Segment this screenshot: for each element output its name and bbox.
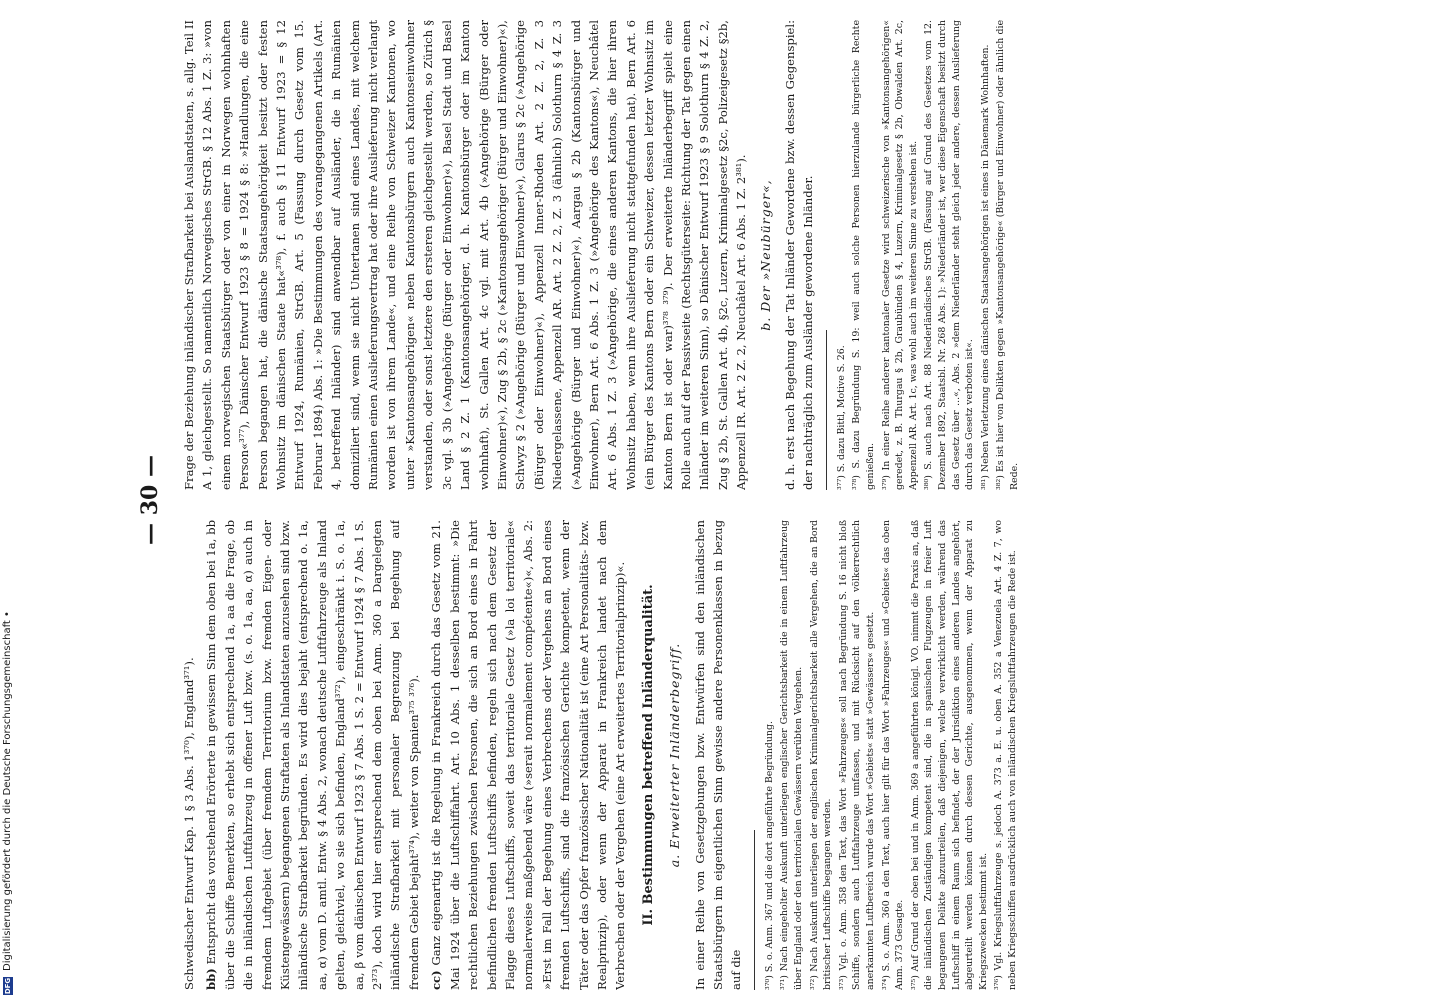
footnote: ³⁷⁰) S. o. Anm. 367 und die dort angeführte Begründung. <box>763 721 775 990</box>
footnote: ³⁷⁴) S. o. Anm. 360 a den Text, auch hier gilt für das Wort »Fahrzeuges« und »Gebiets« das oben Anm. 373 Gesagte. <box>880 520 906 990</box>
item-cc-label: cc) <box>429 970 444 990</box>
footnote: ³⁷⁵) Auf Grund der oben bei und in Anm. 369 a angeführten königl. VO. nimmt die Praxis an, daß die inländischen Zuständigen kompetent sind, die in spanischen Flugzeugen in freier Luft begangenen Delikte abzuurteilen, daß diejenigen, welche verwirklicht werden, während das Luftschiff in einem Raum sich befindet, der der Jurisdiktion eines anderen Landes angehört, abgeurteilt werden können durch dessen Gerichte, ausgenommen, wenn der Apparat zu Kriegszwecken bestimmt ist. <box>909 520 989 990</box>
footnote: ³⁷³) Vgl. o. Anm. 358 den Text, das Wort »Fahrzeuges« soll nach Begründung S. 16 nicht bloß Schiffe, sondern auch Luftfahrzeuge umfassen, und mit Rücksicht auf den völkerrechtlich anerkannten Luftbereich wurde das Wort »Gebiets« statt »Gewässers« gesetzt. <box>837 520 876 990</box>
item-bb <box>202 520 423 990</box>
paragraph-a: In einer Reihe von Gesetzgebungen bzw. Entwürfen sind den inländischen Staatsbürgern im eigentlichen Sinn gewisse andere Personenklassen in bezug auf die <box>692 520 744 990</box>
footnote: ³⁸⁰) S. auch nach Art. 88 Niederländisches StrGB. (Fassung auf Grund des Gesetzes vom 12. Dezember 1892, Staatsbl. Nr. 268 Abs. 1): »Niederländer ist, wer diese Eigenschaft besitzt durch das Gesetz über ...«, Abs. 2 »dem Niederländer steht gleich jeder andere, dessen Auslieferung durch das Gesetz verboten ist«. <box>923 20 976 490</box>
footnote: ³⁷⁸) S. dazu Begründung S. 19: weil auch solche Personen hierzulande bürgerliche Rechte genießen. <box>851 20 876 490</box>
footnote: ³⁷¹) Nach eingeholter Auskunft unterliegen englischer Gerichtsbarkeit die in einem Luftfahrzeug über England oder den territorialen Gewässern verübten Vergehen. <box>779 520 804 990</box>
footnote: ³⁷⁶) Vgl. Kriegsluftfahrzeuge s. jedoch A. 373 a. E. u. oben A. 352 a Venezuela Art. 4 Z. 7, wo neben Kriegsschiffen ausdrücklich auch von inländischen Kriegsluftfahrzeugen die Rede ist. <box>993 520 1018 990</box>
right-column <box>180 20 1300 490</box>
footnote: ³⁷²) Nach Auskunft unterliegen der englischen Kriminalgerichtsbarkeit alle Vergehen, die an Bord britischer Luftschiffe begangen werden. <box>808 520 834 990</box>
section-heading-II: II. Bestimmungen betreffend Inländerqualität. <box>640 584 656 926</box>
footnote-divider <box>754 830 755 990</box>
dfg-note-text: Digitalisierung gefördert durch die Deutsche Forschungsgemeinschaft • <box>2 611 13 971</box>
item-bb-text: Entspricht das vorstehend Erörterte in gewissem Sinn dem oben bei 1a, bb über die Schiffe Bemerkten, so erhebt sich entsprechend 1a, aa die Frage, ob die in inländischen Luftfahrzeug in offener Luft bzw. (s. o. 1a, aa, α) auch in fremdem Luftgebiet (über fremdem Territorium bzw. fremden Eigen- oder Küstengewässern) begangenen Straftaten als Inlandstaten anzusehen sind bzw. inländische Strafbarkeit begründen. Es wird dies bejaht (entsprechend o. 1a, aa, α) vom D. amtl. Entw. § 4 Abs. 2, wonach deutsche Luftfahrzeuge als Inland gelten, gleichviel, wo sie sich befinden, England³⁷²), eingeschränkt i. S. o. 1a, aa, β vom dänischen Entwurf 1923 § 7 Abs. 1 S. 2 = Entwurf 1924 § 7 Abs. 1 S. 2³⁷³), doch wird hier entsprechend dem oben bei Anm. 360 a Dargelegten inländische Strafbarkeit mit personaler Begrenzung bei Begehung auf fremdem Gebiet bejaht³⁷⁴), weiter von Spanien³⁷⁵ ³⁷⁶). <box>204 520 421 990</box>
footnote: ³⁸¹) Neben Verletzung eines dänischen Staatsangehörigen ist eines in Dänemark Wohnhaften. <box>979 44 991 490</box>
subheading-b: b. Der »Neubürger«, <box>757 179 773 331</box>
footnote: ³⁸²) Es ist hier von Delikten gegen »Kantonsangehörige« (Bürger und Einwohner) oder ähnlich die Rede. <box>995 20 1020 490</box>
dfg-logo: DFG <box>4 977 12 995</box>
paragraph-inlander: Frage der Beziehung inländischer Strafbarkeit bei Auslandstaten, s. allg. Teil II A 1, gleichgestellt. So namentlich Norwegisches StrGB. § 12 Abs. 1 Z. 3: »von einem norwegischen Staatsbürger oder von einer in Norwegen wohnhaften Person«³⁷⁷), Dänischer Entwurf 1923 § 8 = 1924 § 8: »Handlungen, die eine Person begangen hat, die dänische Staatsangehörigkeit besitzt oder festen Wohnsitz im dänischen Staate hat«³⁷⁸), f. auch § 11 Entwurf 1923 = § 12 Entwurf 1924, Rumänien, StrGB. Art. 5 (Fassung durch Gesetz vom 15. Februar 1894) Abs. 1: »Die Bestimmungen des vorangegangenen Artikels (Art. 4, betreffend Inländer) sind anwendbar auf Ausländer, die in Rumänien domiziliert sind, wenn sie nicht Untertanen sind eines Landes, mit welchem Rumänien einen Auslieferungsvertrag hat oder ihre Auslieferung nicht verlangt worden ist von ihrem Lande«, und eine Reihe von Schweizer Kantonen, wo unter »Kantonsangehörigen« neben Kantonsbürgern auch Kantonseinwohner verstanden, oder sonst letztere den ersteren gleichgestellt werden, so Zürich § 3c vgl. § 3b (»Angehörige (Bürger oder Einwohner)«), Basel Stadt und Basel Land § 2 Z. 1 (Kantonsangehöriger, d. h. Kantonsbürger oder im Kanton wohnhaft), St. Gallen Art. 4c vgl. mit Art. 4b (»Angehörige (Bürger oder Einwohner)«), Zug § 2b, § 2c (»Kantonsangehöriger (Bürger und Einwohner)«), Schwyz § 2 (»Angehörige (Bürger und Einwohner)«), Glarus § 2c (»Angehörige (Bürger oder Einwohner)«), Appenzell Inner-Rhoden Art. 2 Z. 2, Z. 3 Niedergelassene, Appenzell AR. Art. 2 Z. 2, Z. 3 (ähnlich) Solothurn § 4 Z. 3 (»Angehörige (Bürger und Einwohner)«), Aargau § 2b (Kantonsbürger und Einwohner), Bern Art. 6 Abs. 1 Z. 3 (»Angehörige des Kantons«), Neuchâtel Art. 6 Abs. 1 Z. 3 (»Angehörige, die eines anderen Kantons, die hier ihren Wohnsitz haben, wenn ihre Auslieferung nicht stattgefunden hat). Bern Art. 6 (ein Bürger des Kantons Bern oder ein Schweizer, dessen letzter Wohnsitz im Kanton Bern ist oder war)³⁷⁸ ³⁷⁹). Der erweiterte Inländerbegriff spielt eine Rolle auch auf der Passivseite (Rechtsgüterseite: Richtung der Tat gegen einen Inländer im weiteren Sinn), so Dänischer Entwurf 1923 § 9 Solothurn § 4 Z. 2, Zug § 2b, St. Gallen Art. 4b, §2c, Luzern, Kriminalgesetz §2c, Polizeigesetz §2b, Appenzell IR. Art. 2 Z. 2, Neuchâtel Art. 6 Abs. 1 Z. 2³⁸¹). <box>182 20 749 490</box>
page-number: — 30 — <box>137 455 163 545</box>
left-column <box>180 520 1300 990</box>
item-bb-label: bb) <box>204 968 219 990</box>
item-cc <box>427 520 629 990</box>
footnote: ³⁷⁹) In einer Reihe anderer kantonaler Gesetze wird schweizerische von »Kantonsangehörigen« geredet, z. B. Thurgau § 2b, Graubünden § 4, Luzern, Kriminalgesetz § 2b, Obwalden Art. 2c, Appenzell AR. Art. 1c, was wohl auch im weiteren Sinne zu verstehen ist. <box>880 20 919 490</box>
dfg-digitization-note <box>0 0 16 1000</box>
subheading-a: a. Erweiterter Inländerbegriff. <box>667 642 683 868</box>
item-cc-text: Ganz eigenartig ist die Regelung in Frankreich durch das Gesetz vom 21. Mai 1924 über die Luftschiffahrt. Art. 10 Abs. 1 desselben bestimmt: »Die rechtlichen Beziehungen zwischen Personen, die sich an Bord eines in Fahrt befindlichen fremden Luftschiffs befinden, regeln sich nach dem Gesetz der Flagge dieses Luftschiffs, soweit das territoriale Gesetz (»la loi territoriale« normalerweise maßgebend wäre (»serait normalement compétente«)«, Abs. 2: »Erst im Fall der Begehung eines Verbrechens oder Vergehens an Bord eines fremden Luftschiffs, sind die französischen Gerichte kompetent, wenn der Täter oder das Opfer französischer Nationalität ist (eine Art Personalitäts- bzw. Realprinzip), oder wenn der Apparat in Frankreich landet nach dem Verbrechen oder der Vergehen (eine Art erweitertes Territorialprinzip)«. <box>429 520 628 990</box>
footnote-divider <box>826 330 827 490</box>
scanned-page <box>130 10 1320 990</box>
paragraph-swedish-draft: Schwedischer Entwurf Kap. 1 § 3 Abs. 1³⁷⁰), England³⁷¹). <box>182 657 196 990</box>
footnote: ³⁷⁷) S. dazu Bittl, Motive S. 26. <box>835 345 847 490</box>
paragraph-b: d. h. erst nach Begehung der Tat Inländer Gewordene bzw. dessen Gegenspiel: der nachträglich zum Ausländer gewordene Inländer. <box>783 20 816 490</box>
